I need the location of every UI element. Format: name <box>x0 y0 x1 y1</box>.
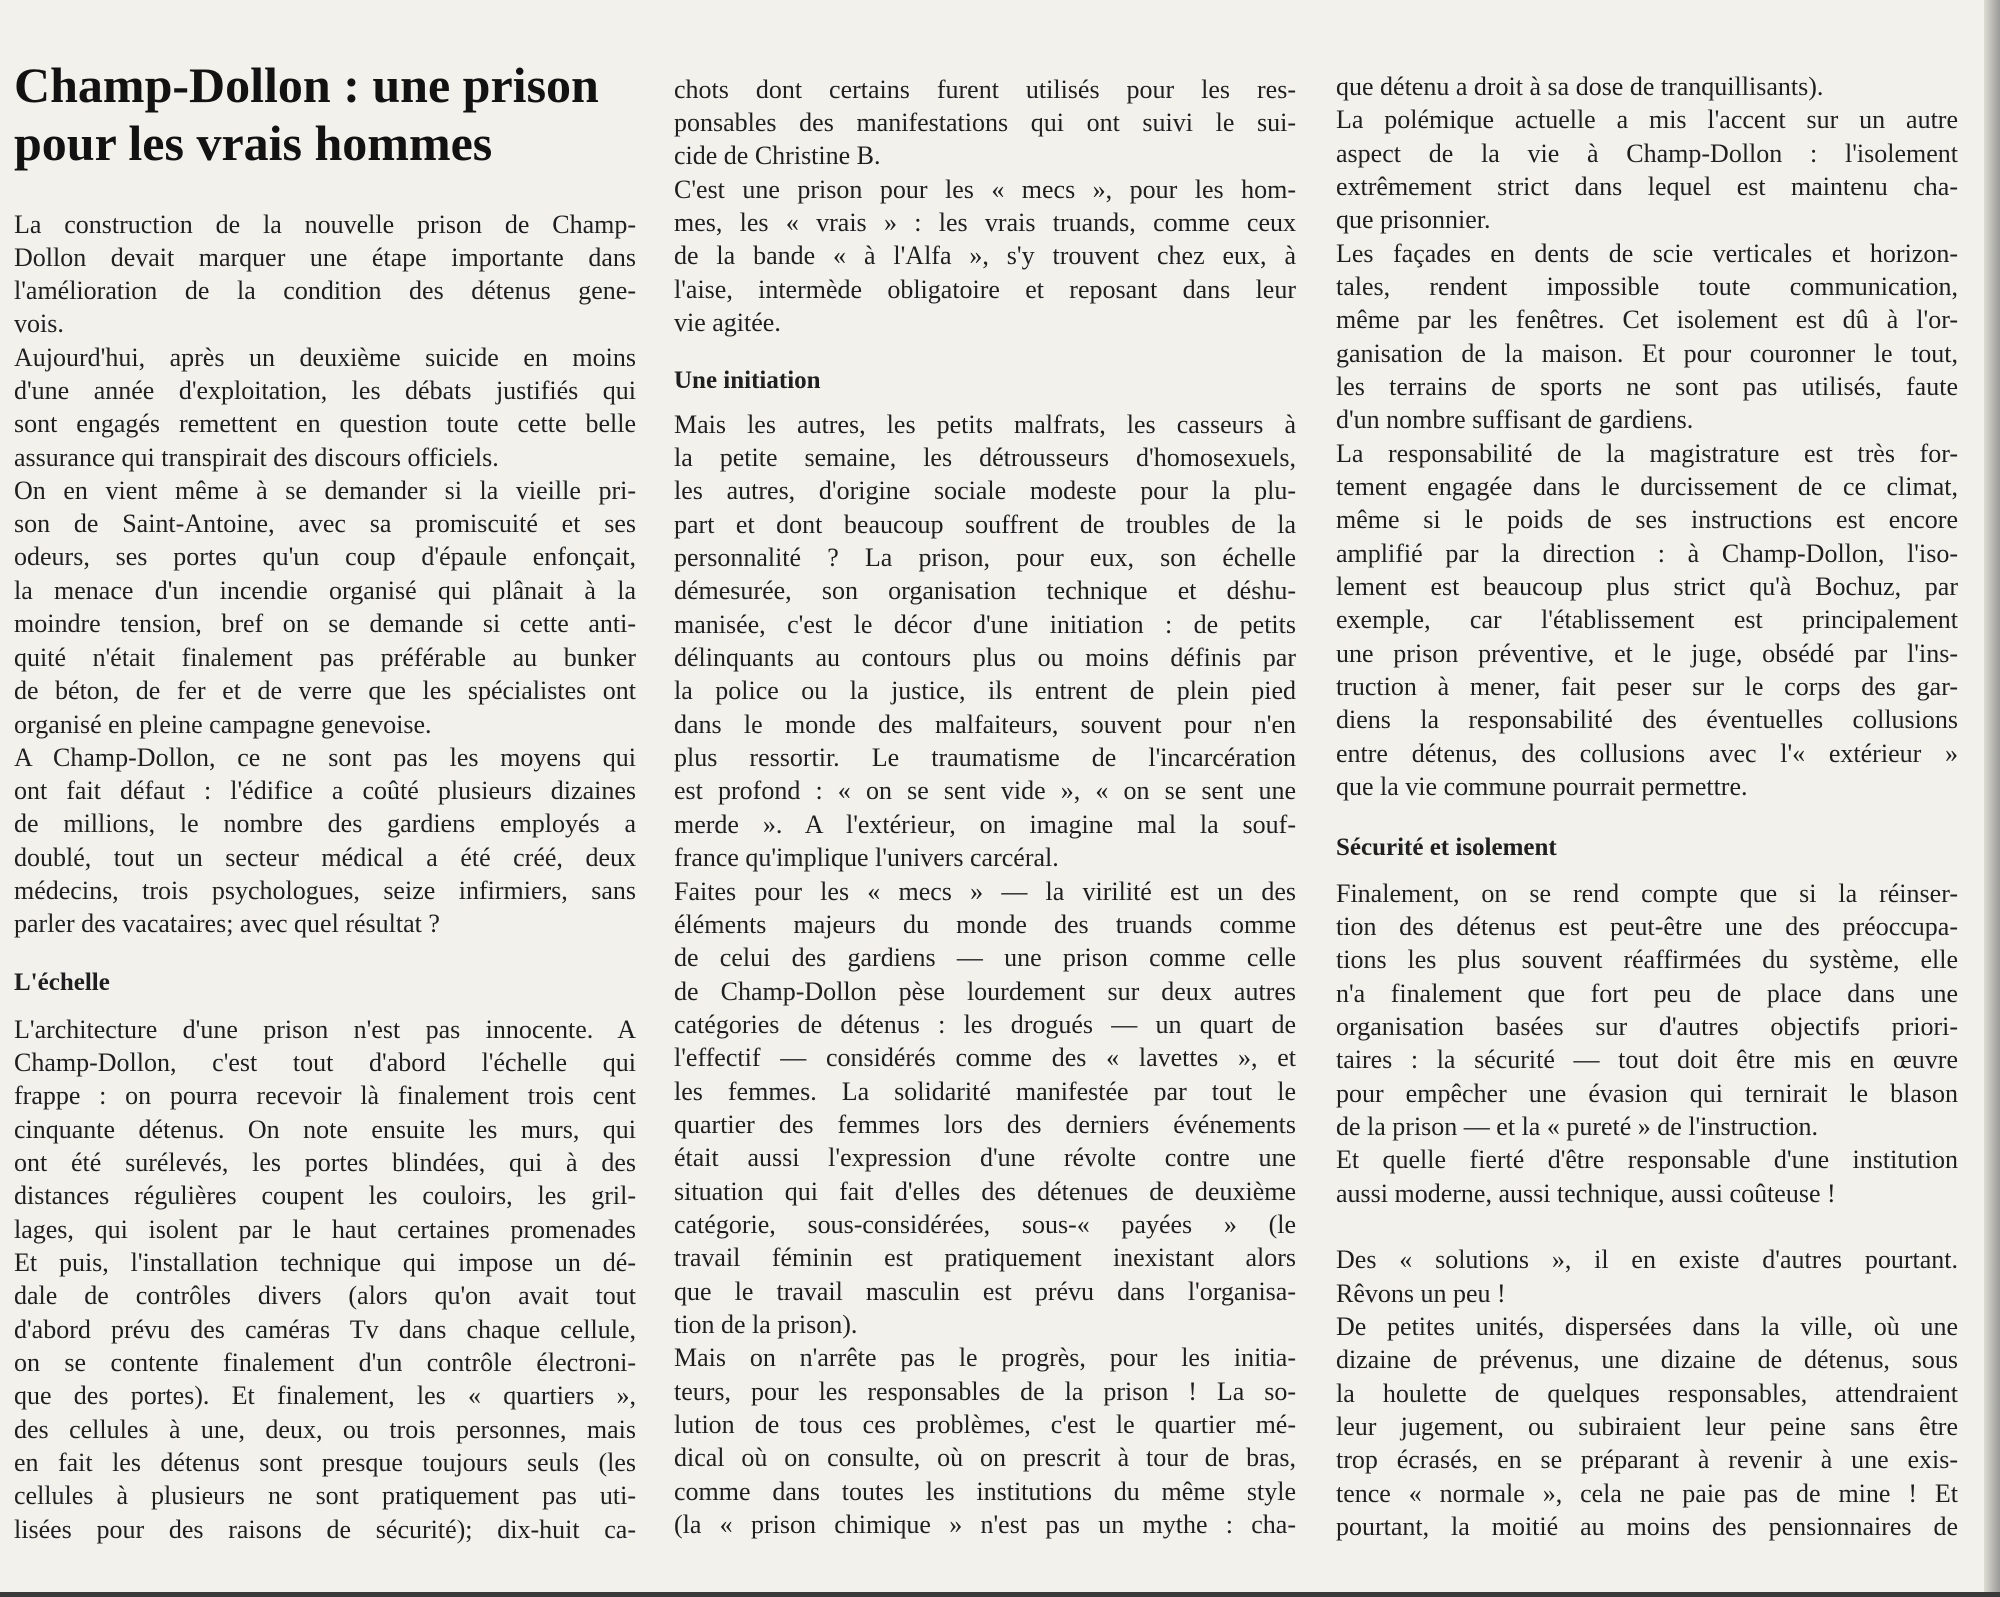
text-line: organisé en pleine campagne genevoise. <box>14 710 432 739</box>
text-line: doublé, tout un secteur médical a été créé, deux <box>14 843 636 872</box>
text-line: aussi moderne, aussi technique, aussi coûteuse ! <box>1336 1179 1836 1208</box>
text-line: Aujourd'hui, après un deuxième suicide en moins <box>14 343 636 372</box>
text-line: parler des vacataires; avec quel résultat ? <box>14 909 440 938</box>
text-line: travail féminin est pratiquement inexistant alors <box>674 1243 1296 1272</box>
text-line: A Champ-Dollon, ce ne sont pas les moyens qui <box>14 743 636 772</box>
text-line: une prison préventive, et le juge, obsédé par l'ins- <box>1336 639 1958 668</box>
text-line: (la « prison chimique » n'est pas un mythe : cha- <box>674 1510 1296 1539</box>
text-line: Des « solutions », il en existe d'autres pourtant. <box>1336 1245 1958 1274</box>
bottom-rule <box>0 1592 2000 1597</box>
text-line: aspect de la vie à Champ-Dollon : l'isolement <box>1336 139 1958 168</box>
text-line: vois. <box>14 309 64 338</box>
text-line: trop écrasés, en se préparant à revenir à une exis- <box>1336 1445 1958 1474</box>
text-line: ganisation de la maison. Et pour couronner le tout, <box>1336 339 1958 368</box>
text-line: france qu'implique l'univers carcéral. <box>674 843 1059 872</box>
text-line: les terrains de sports ne sont pas utilisés, faute <box>1336 372 1958 401</box>
text-line: de celui des gardiens — une prison comme celle <box>674 943 1296 972</box>
text-line: l'aise, intermède obligatoire et reposant dans leur <box>674 275 1296 304</box>
text-line: De petites unités, dispersées dans la ville, où une <box>1336 1312 1958 1341</box>
text-line: vie agitée. <box>674 308 781 337</box>
text-line: Champ-Dollon, c'est tout d'abord l'échelle qui <box>14 1048 636 1077</box>
text-line: leur jugement, ou subiraient leur peine sans être <box>1336 1412 1958 1441</box>
text-line: diens la responsabilité des éventuelles collusions <box>1336 705 1958 734</box>
text-line: moindre tension, bref on se demande si cette anti- <box>14 609 636 638</box>
text-line: que des portes). Et finalement, les « quartiers », <box>14 1381 636 1410</box>
text-line: exemple, car l'établissement est principalement <box>1336 605 1958 634</box>
text-line: même par les fenêtres. Cet isolement est dû à l'or- <box>1336 305 1958 334</box>
text-line: cellules à plusieurs ne sont pratiquement pas uti- <box>14 1481 636 1510</box>
text-line: les femmes. La solidarité manifestée par tout le <box>674 1077 1296 1106</box>
text-line: que la vie commune pourrait permettre. <box>1336 772 1748 801</box>
text-line: était aussi l'expression d'une révolte contre une <box>674 1143 1296 1172</box>
text-line: odeurs, ses portes qu'un coup d'épaule enfonçait, <box>14 542 636 571</box>
text-line: teurs, pour les responsables de la prison ! La so- <box>674 1377 1296 1406</box>
text-line: quartier des femmes lors des derniers événements <box>674 1110 1296 1139</box>
text-line: tales, rendent impossible toute communication, <box>1336 272 1958 301</box>
text-line: Mais on n'arrête pas le progrès, pour les initia- <box>674 1343 1296 1372</box>
text-line: merde ». A l'extérieur, on imagine mal la souf- <box>674 810 1296 839</box>
text-line: cinquante détenus. On note ensuite les murs, qui <box>14 1115 636 1144</box>
text-line: la petite semaine, les détrousseurs d'homosexuels, <box>674 443 1296 472</box>
text-line: Finalement, on se rend compte que si la réinser- <box>1336 879 1958 908</box>
text-line: de béton, de fer et de verre que les spécialistes ont <box>14 676 636 705</box>
text-line: que le travail masculin est prévu dans l'organisa- <box>674 1277 1296 1306</box>
text-line: personnalité ? La prison, pour eux, son échelle <box>674 543 1296 572</box>
text-line: que prisonnier. <box>1336 205 1491 234</box>
text-line: Mais les autres, les petits malfrats, les casseurs à <box>674 410 1296 439</box>
text-line: frappe : on pourra recevoir là finalement trois cent <box>14 1081 636 1110</box>
section-heading: Sécurité et isolement <box>1336 834 1557 861</box>
text-line: de la prison — et la « pureté » de l'instruction. <box>1336 1112 1818 1141</box>
section-heading: Une initiation <box>674 367 821 394</box>
text-line: ont fait défaut : l'édifice a coûté plusieurs dizaines <box>14 776 636 805</box>
text-line: La responsabilité de la magistrature est très for- <box>1336 439 1958 468</box>
text-line: plus ressortir. Le traumatisme de l'incarcération <box>674 743 1296 772</box>
text-line: entre détenus, des collusions avec l'« extérieur » <box>1336 739 1958 768</box>
text-line: truction à mener, fait peser sur le corps des gar- <box>1336 672 1958 701</box>
text-line: on se contente finalement d'un contrôle électroni- <box>14 1348 636 1377</box>
text-line: pourtant, la moitié au moins des pensionnaires de <box>1336 1512 1958 1541</box>
text-line: mes, les « vrais » : les vrais truands, comme ceux <box>674 208 1296 237</box>
text-line: part et dont beaucoup souffrent de troubles de la <box>674 510 1296 539</box>
text-line: pour empêcher une évasion qui ternirait le blason <box>1336 1079 1958 1108</box>
text-line: que détenu a droit à sa dose de tranquillisants). <box>1336 72 1824 101</box>
text-line: catégorie, sous-considérées, sous-« payées » (le <box>674 1210 1296 1239</box>
text-line: assurance qui transpirait des discours officiels. <box>14 443 499 472</box>
text-line: tion des détenus est peut-être une des préoccupa- <box>1336 912 1958 941</box>
text-line: ponsables des manifestations qui ont suivi le sui- <box>674 108 1296 137</box>
text-line: l'effectif — considérés comme des « lavettes », et <box>674 1043 1296 1072</box>
text-line: éléments majeurs du monde des truands comme <box>674 910 1296 939</box>
text-line: de millions, le nombre des gardiens employés a <box>14 809 636 838</box>
text-line: tion de la prison). <box>674 1310 858 1339</box>
text-line: de Champ-Dollon pèse lourdement sur deux autres <box>674 977 1296 1006</box>
text-line: Et puis, l'installation technique qui impose un dé- <box>14 1248 636 1277</box>
text-line: en fait les détenus sont presque toujours seuls (les <box>14 1448 636 1477</box>
text-line: d'une année d'exploitation, les débats justifiés qui <box>14 376 636 405</box>
text-line: manisée, c'est le décor d'une initiation : de petits <box>674 610 1296 639</box>
text-line: médecins, trois psychologues, seize infirmiers, sans <box>14 876 636 905</box>
text-line: La construction de la nouvelle prison de Champ- <box>14 210 636 239</box>
text-line: n'a finalement que fort peu de place dans une <box>1336 979 1958 1008</box>
text-line: On en vient même à se demander si la vieille pri- <box>14 476 636 505</box>
text-line: l'amélioration de la condition des détenus gene- <box>14 276 636 305</box>
text-line: organisation basées sur d'autres objectifs priori- <box>1336 1012 1958 1041</box>
text-line: Faites pour les « mecs » — la virilité est un des <box>674 877 1296 906</box>
text-line: est profond : « on se sent vide », « on se sent une <box>674 776 1296 805</box>
page-gutter-shadow <box>1984 0 2000 1597</box>
text-line: C'est une prison pour les « mecs », pour les hom- <box>674 175 1296 204</box>
text-line: L'architecture d'une prison n'est pas innocente. A <box>14 1015 636 1044</box>
text-line: la menace d'un incendie organisé qui plânait à la <box>14 576 636 605</box>
text-line: la houlette de quelques responsables, attendraient <box>1336 1379 1958 1408</box>
text-line: tions les plus souvent réaffirmées du système, elle <box>1336 945 1958 974</box>
text-line: distances régulières coupent les couloirs, les gril- <box>14 1181 636 1210</box>
text-line: lution de tous ces problèmes, c'est le quartier mé- <box>674 1410 1296 1439</box>
article-title <box>14 56 654 172</box>
text-line: tement engagée dans le durcissement de ce climat, <box>1336 472 1958 501</box>
text-line: Dollon devait marquer une étape importante dans <box>14 243 636 272</box>
text-line: d'abord prévu des caméras Tv dans chaque cellule, <box>14 1315 636 1344</box>
text-line: extrêmement strict dans lequel est maintenu cha- <box>1336 172 1958 201</box>
text-line: de la bande « à l'Alfa », s'y trouvent chez eux, à <box>674 241 1296 270</box>
text-line: dale de contrôles divers (alors qu'on avait tout <box>14 1281 636 1310</box>
text-line: délinquants au contours plus ou moins définis par <box>674 643 1296 672</box>
text-line: même si le poids de ses instructions est encore <box>1336 505 1958 534</box>
text-line: Rêvons un peu ! <box>1336 1279 1506 1308</box>
text-line: dans le monde des malfaiteurs, souvent pour n'en <box>674 710 1296 739</box>
text-line: dical où on consulte, où on prescrit à tour de bras, <box>674 1443 1296 1472</box>
text-line: démesurée, son organisation technique et déshu- <box>674 576 1296 605</box>
text-line: catégories de détenus : les drogués — un quart de <box>674 1010 1296 1039</box>
title-line-1: Champ-Dollon : une prison <box>14 57 599 113</box>
text-line: dizaine de prévenus, une dizaine de détenus, sous <box>1336 1345 1958 1374</box>
text-line: sont engagés remettent en question toute cette belle <box>14 409 636 438</box>
text-line: chots dont certains furent utilisés pour les res- <box>674 75 1296 104</box>
text-line: lement est beaucoup plus strict qu'à Bochuz, par <box>1336 572 1958 601</box>
text-line: Et quelle fierté d'être responsable d'une institution <box>1336 1145 1958 1174</box>
text-line: taires : la sécurité — tout doit être mis en œuvre <box>1336 1045 1958 1074</box>
text-line: La polémique actuelle a mis l'accent sur un autre <box>1336 105 1958 134</box>
text-line: lisées pour des raisons de sécurité); dix-huit ca- <box>14 1515 636 1544</box>
text-line: ont été surélevés, les portes blindées, qui à des <box>14 1148 636 1177</box>
title-line-2: pour les vrais hommes <box>14 115 493 171</box>
text-line: les autres, d'origine sociale modeste pour la plu- <box>674 476 1296 505</box>
text-line: la police ou la justice, ils entrent de plein pied <box>674 676 1296 705</box>
text-line: Les façades en dents de scie verticales et horizon- <box>1336 239 1958 268</box>
text-line: situation qui fait d'elles des détenues de deuxième <box>674 1177 1296 1206</box>
text-line: amplifié par la direction : à Champ-Dollon, l'iso- <box>1336 539 1958 568</box>
section-heading: L'échelle <box>14 969 110 996</box>
text-line: cide de Christine B. <box>674 141 881 170</box>
text-line: quité n'était finalement pas préférable au bunker <box>14 643 636 672</box>
text-line: d'un nombre suffisant de gardiens. <box>1336 405 1694 434</box>
text-line: comme dans toutes les institutions du même style <box>674 1477 1296 1506</box>
text-line: tence « normale », cela ne paie pas de mine ! Et <box>1336 1479 1958 1508</box>
text-line: son de Saint-Antoine, avec sa promiscuité et ses <box>14 509 636 538</box>
text-line: lages, qui isolent par le haut certaines promenades <box>14 1215 636 1244</box>
text-line: des cellules à une, deux, ou trois personnes, mais <box>14 1415 636 1444</box>
